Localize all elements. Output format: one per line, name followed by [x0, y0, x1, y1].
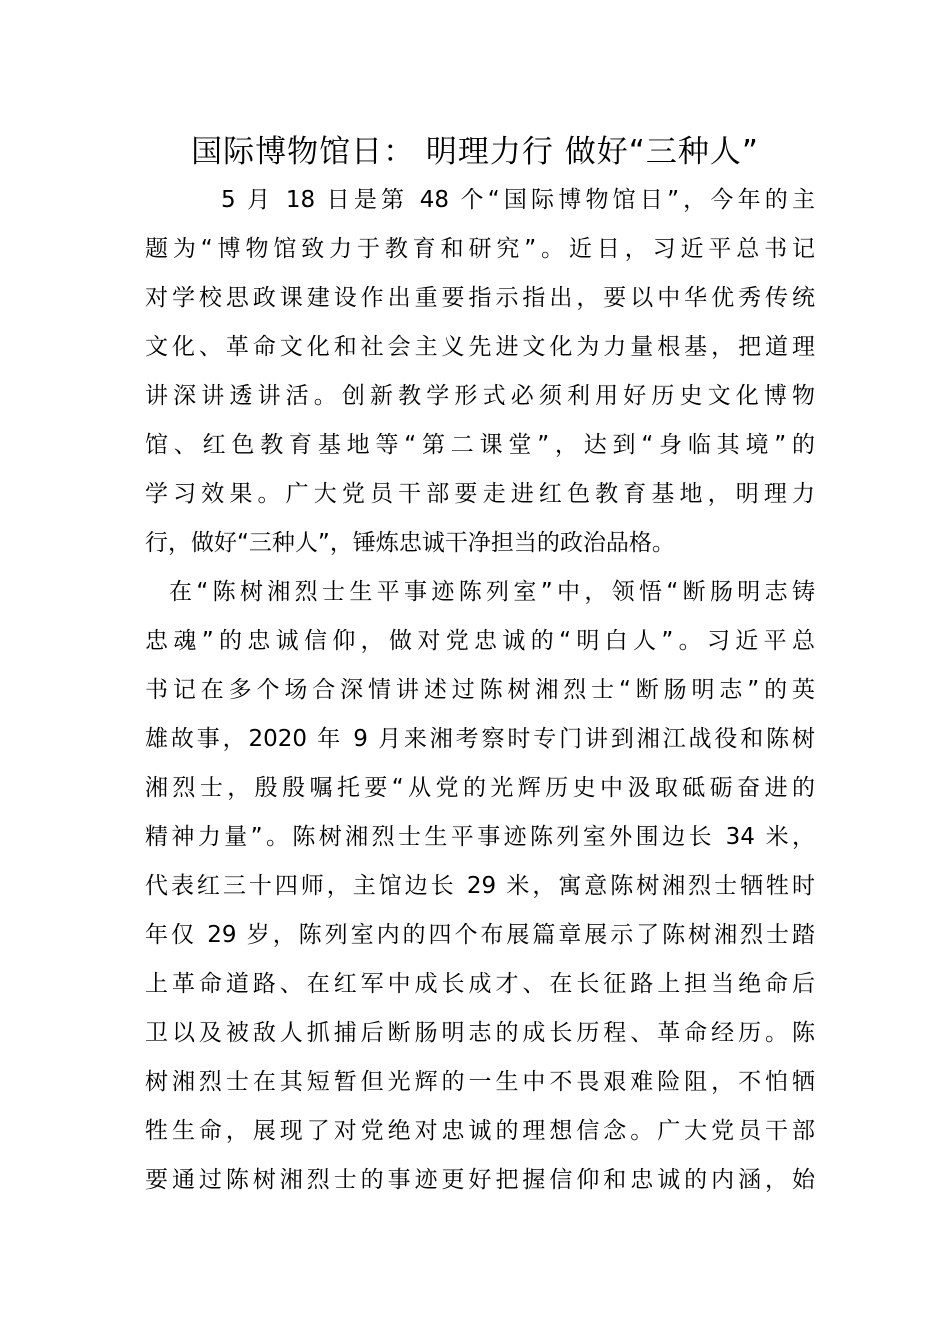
body-line: 忠魂”的忠诚信仰，做对党忠诚的“明白人”。习近平总 — [145, 628, 815, 654]
body-line: 牲生命，展现了对党绝对忠诚的理想信念。广大党员干部 — [145, 1118, 815, 1144]
body-line: 上革命道路、在红军中成长成才、在长征路上担当绝命后 — [145, 971, 815, 997]
body-line: 馆、红色教育基地等“第二课堂”，达到“身临其境”的 — [145, 432, 815, 458]
body-line: 学习效果。广大党员干部要走进红色教育基地，明理力 — [145, 481, 815, 507]
body-line: 书记在多个场合深情讲述过陈树湘烈士“断肠明志”的英 — [145, 677, 815, 703]
body-line: 精神力量”。陈树湘烈士生平事迹陈列室外围边长 34 米， — [145, 824, 815, 850]
body-line: 5 月 18 日是第 48 个“国际博物馆日”，今年的主 — [221, 187, 815, 213]
body-line: 题为“博物馆致力于教育和研究”。近日，习近平总书记 — [145, 236, 815, 262]
body-line: 湘烈士，殷殷嘱托要“从党的光辉历史中汲取砥砺奋进的 — [145, 775, 815, 801]
document-title: 国际博物馆日： 明理力行 做好“三种人” — [191, 134, 759, 170]
document-body — [145, 176, 815, 1205]
body-line: 讲深讲透讲活。创新教学形式必须利用好历史文化博物 — [145, 383, 815, 409]
body-line: 树湘烈士在其短暂但光辉的一生中不畏艰难险阻，不怕牺 — [145, 1069, 815, 1095]
body-line: 年仅 29 岁，陈列室内的四个布展篇章展示了陈树湘烈士踏 — [145, 922, 815, 948]
body-line: 卫以及被敌人抓捕后断肠明志的成长历程、革命经历。陈 — [145, 1020, 815, 1046]
body-line: 对学校思政课建设作出重要指示指出，要以中华优秀传统 — [145, 285, 815, 311]
body-line: 代表红三十四师，主馆边长 29 米，寓意陈树湘烈士牺牲时 — [145, 873, 815, 899]
body-line: 文化、革命文化和社会主义先进文化为力量根基，把道理 — [145, 334, 815, 360]
body-line: 要通过陈树湘烈士的事迹更好把握信仰和忠诚的内涵，始 — [145, 1167, 815, 1193]
body-line: 在“陈树湘烈士生平事迹陈列室”中，领悟“断肠明志铸 — [169, 579, 815, 605]
body-line: 雄故事，2020 年 9 月来湘考察时专门讲到湘江战役和陈树 — [145, 726, 815, 752]
body-line: 行，做好“三种人”，锤炼忠诚干净担当的政治品格。 — [145, 530, 675, 556]
